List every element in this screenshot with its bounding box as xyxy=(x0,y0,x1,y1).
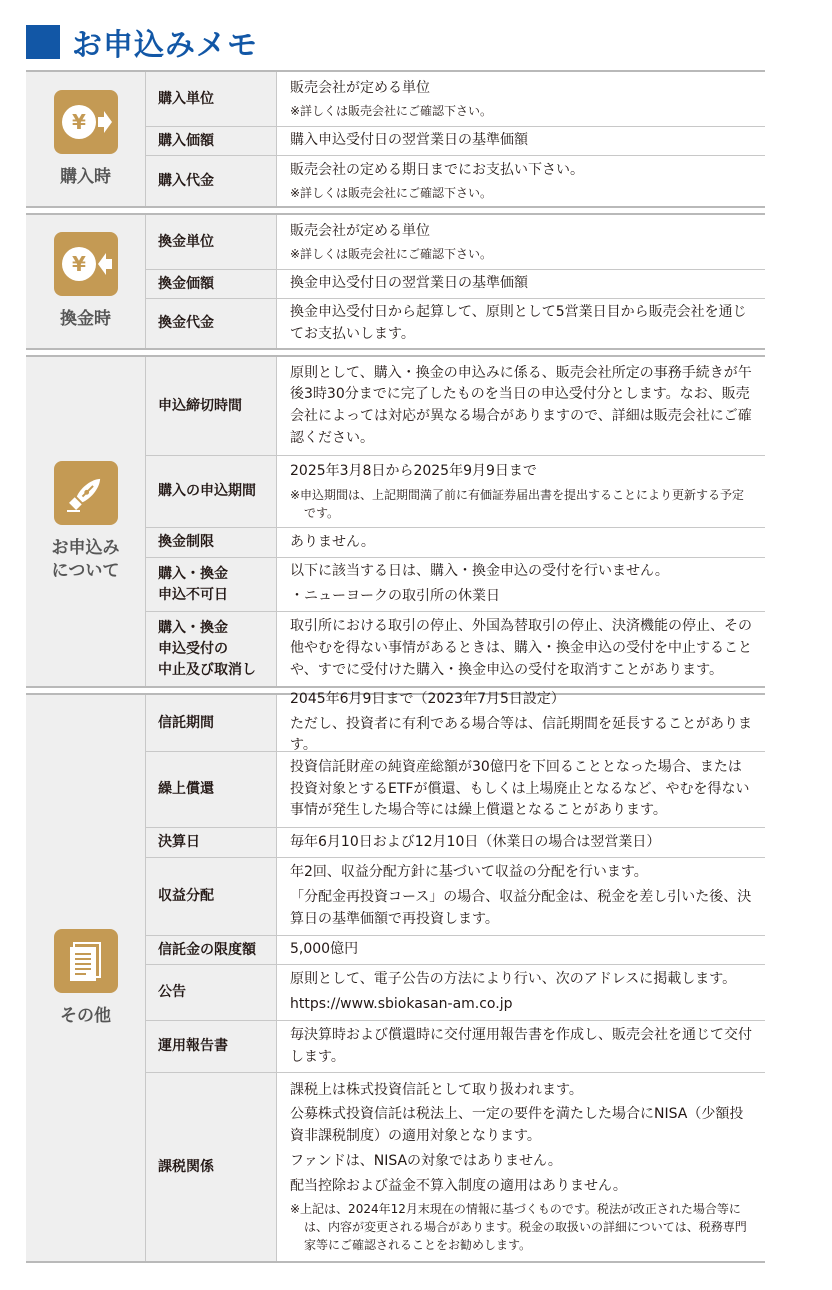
row-label: 換金価額 xyxy=(146,270,277,298)
value-text: 換金申込受付日の翌営業日の基準価額 xyxy=(290,275,528,292)
row-value xyxy=(277,456,765,527)
value-text: 2045年6月9日まで（2023年7月5日設定） xyxy=(290,690,565,707)
value-note: ※詳しくは販売会社にご確認下さい。 xyxy=(290,247,493,262)
yen-arrow-left-icon xyxy=(54,232,118,296)
value-text: 購入申込受付日の翌営業日の基準価額 xyxy=(290,132,528,149)
row-value xyxy=(277,127,765,155)
value-text: 毎年6月10日および12月10日（休業日の場合は翌営業日） xyxy=(290,833,661,850)
table-row xyxy=(146,827,765,857)
title-square-mark xyxy=(26,25,60,59)
row-label xyxy=(146,558,277,611)
value-text: 投資信託財産の純資産総額が30億円を下回ることとなった場合、または投資対象とするETFが償還、もしくは上場廃止となるなど、やむを得ない事情が発生した場合等には繰上償還となることがあります。 xyxy=(290,758,750,819)
value-note: ※申込期間は、上記期間満了前に有価証券届出書を提出することにより更新する予定です。 xyxy=(290,487,745,520)
table-row xyxy=(146,751,765,827)
value-text: ありません。 xyxy=(290,533,375,550)
row-value xyxy=(277,215,765,269)
table-row xyxy=(146,455,765,527)
table-row xyxy=(146,298,765,348)
category-application xyxy=(26,357,146,686)
page-title: お申込みメモ xyxy=(72,28,258,63)
value-text: 毎決算時および償還時に交付運用報告書を作成し、販売会社を通じて交付します。 xyxy=(290,1026,752,1065)
row-label: 申込締切時間 xyxy=(146,357,277,455)
fountain-pen-icon xyxy=(54,461,118,525)
row-label-line: 中止及び取消し xyxy=(158,661,256,678)
row-label: 運用報告書 xyxy=(146,1021,277,1072)
row-value xyxy=(277,1073,765,1261)
table-row xyxy=(146,155,765,206)
section-purchase xyxy=(26,70,765,208)
row-label-line: 申込受付の xyxy=(158,640,228,657)
table-row xyxy=(146,1072,765,1261)
value-text: 公募株式投資信託は税法上、一定の要件を満たした場合にNISA（少額投資非課税制度）の適用対象となります。 xyxy=(290,1106,744,1145)
row-value xyxy=(277,270,765,298)
row-label: 信託金の限度額 xyxy=(146,936,277,964)
value-text: 原則として、購入・換金の申込みに係る、販売会社所定の事務手続きが午後3時30分までに完了したものを当日の申込受付分とします。なお、販売会社によっては対応が異なる場合がありますので、詳細は販売会社にご確認ください。 xyxy=(290,364,752,446)
category-label: 換金時 xyxy=(60,309,111,330)
value-note: ※詳しくは販売会社にご確認下さい。 xyxy=(290,104,493,119)
section-redemption xyxy=(26,213,765,350)
row-value xyxy=(277,1021,765,1072)
value-text: 5,000億円 xyxy=(290,941,359,958)
category-other xyxy=(26,695,146,1261)
value-text: 年2回、収益分配方針に基づいて収益の分配を行います。 xyxy=(290,864,648,881)
row-value xyxy=(277,936,765,964)
value-text: 原則として、電子公告の方法により行い、次のアドレスに掲載します。 xyxy=(290,971,737,988)
svg-text:¥: ¥ xyxy=(71,252,86,277)
row-value xyxy=(277,558,765,611)
row-label: 決算日 xyxy=(146,828,277,857)
section-application xyxy=(26,355,765,688)
value-text: 販売会社の定める期日までにお支払い下さい。 xyxy=(290,161,584,178)
row-label-line: 購入・換金 xyxy=(158,565,228,582)
value-text: 取引所における取引の停止、外国為替取引の停止、決済機能の停止、その他やむを得ない事情があるときは、購入・換金申込の受付を中止することや、すでに受付けた購入・換金申込の受付を取消すことがあります。 xyxy=(290,618,752,678)
url-text: https://www.sbiokasan-am.co.jp xyxy=(290,996,513,1012)
table-row xyxy=(146,935,765,964)
value-text: 課税上は株式投資信託として取り扱われます。 xyxy=(290,1081,583,1098)
row-value xyxy=(277,828,765,857)
row-value xyxy=(277,357,765,455)
category-label-line: お申込み xyxy=(51,537,120,558)
yen-arrow-right-icon xyxy=(54,90,118,154)
table-row xyxy=(146,1020,765,1072)
category-label: その他 xyxy=(60,1005,111,1026)
page-header xyxy=(26,22,258,62)
table-row xyxy=(146,126,765,155)
table-row xyxy=(146,357,765,455)
row-label xyxy=(146,612,277,686)
table-row xyxy=(146,215,765,269)
row-value xyxy=(277,72,765,126)
value-text: ファンドは、NISAの対象ではありません。 xyxy=(290,1152,562,1169)
row-label: 換金制限 xyxy=(146,528,277,557)
row-label: 購入代金 xyxy=(146,156,277,206)
row-label: 購入価額 xyxy=(146,127,277,155)
row-label: 収益分配 xyxy=(146,858,277,935)
table-row xyxy=(146,611,765,686)
row-value xyxy=(277,965,765,1020)
row-value xyxy=(277,299,765,348)
row-label: 公告 xyxy=(146,965,277,1020)
row-label: 課税関係 xyxy=(146,1073,277,1261)
value-text: 以下に該当する日は、購入・換金申込の受付を行いません。 xyxy=(290,563,669,580)
value-text: 換金申込受付日から起算して、原則として5営業日目から販売会社を通じてお支払いします。 xyxy=(290,303,747,342)
svg-text:¥: ¥ xyxy=(71,109,86,134)
category-purchase xyxy=(26,72,146,206)
row-label: 購入の申込期間 xyxy=(146,456,277,527)
table-row xyxy=(146,964,765,1020)
value-text: 配当控除および益金不算入制度の適用はありません。 xyxy=(290,1177,627,1194)
category-label xyxy=(52,537,120,583)
document-icon xyxy=(54,929,118,993)
row-value xyxy=(277,528,765,557)
value-text: 販売会社が定める単位 xyxy=(290,79,430,96)
row-label-line: 申込不可日 xyxy=(158,586,228,603)
table-row xyxy=(146,527,765,557)
row-value xyxy=(277,752,765,827)
category-redemption xyxy=(26,215,146,348)
section-other xyxy=(26,690,765,1263)
value-text: 「分配金再投資コース」の場合、収益分配金は、税金を差し引いた後、決算日の基準価額で再投資します。 xyxy=(290,889,752,927)
table-row xyxy=(146,857,765,935)
value-note: ※上記は、2024年12月末現在の情報に基づくものです。税法が改正された場合等には、内容が変更される場合があります。税金の取扱いの詳細については、税務専門家等にご確認されることをお勧めします。 xyxy=(290,1202,747,1253)
value-text: ただし、投資者に有利である場合等は、信託期間を延長することがあります。 xyxy=(290,715,752,754)
row-label: 信託期間 xyxy=(146,695,277,751)
row-value xyxy=(277,858,765,935)
value-note: ※詳しくは販売会社にご確認下さい。 xyxy=(290,186,493,201)
value-text: ・ニューヨークの取引所の休業日 xyxy=(290,588,500,604)
table-row xyxy=(146,690,765,754)
row-value xyxy=(277,156,765,206)
table-row xyxy=(146,557,765,611)
row-label-line: 購入・換金 xyxy=(158,619,228,636)
value-text: 2025年3月8日から2025年9月9日まで xyxy=(290,463,537,480)
table-row xyxy=(146,269,765,298)
table-row xyxy=(146,72,765,126)
row-label: 換金単位 xyxy=(146,215,277,269)
value-text: 販売会社が定める単位 xyxy=(290,222,430,239)
row-label: 繰上償還 xyxy=(146,752,277,827)
row-label: 購入単位 xyxy=(146,72,277,126)
category-label-line: について xyxy=(51,560,120,581)
row-value xyxy=(277,612,765,686)
row-label: 換金代金 xyxy=(146,299,277,348)
row-value xyxy=(277,690,765,754)
category-label: 購入時 xyxy=(60,166,111,187)
